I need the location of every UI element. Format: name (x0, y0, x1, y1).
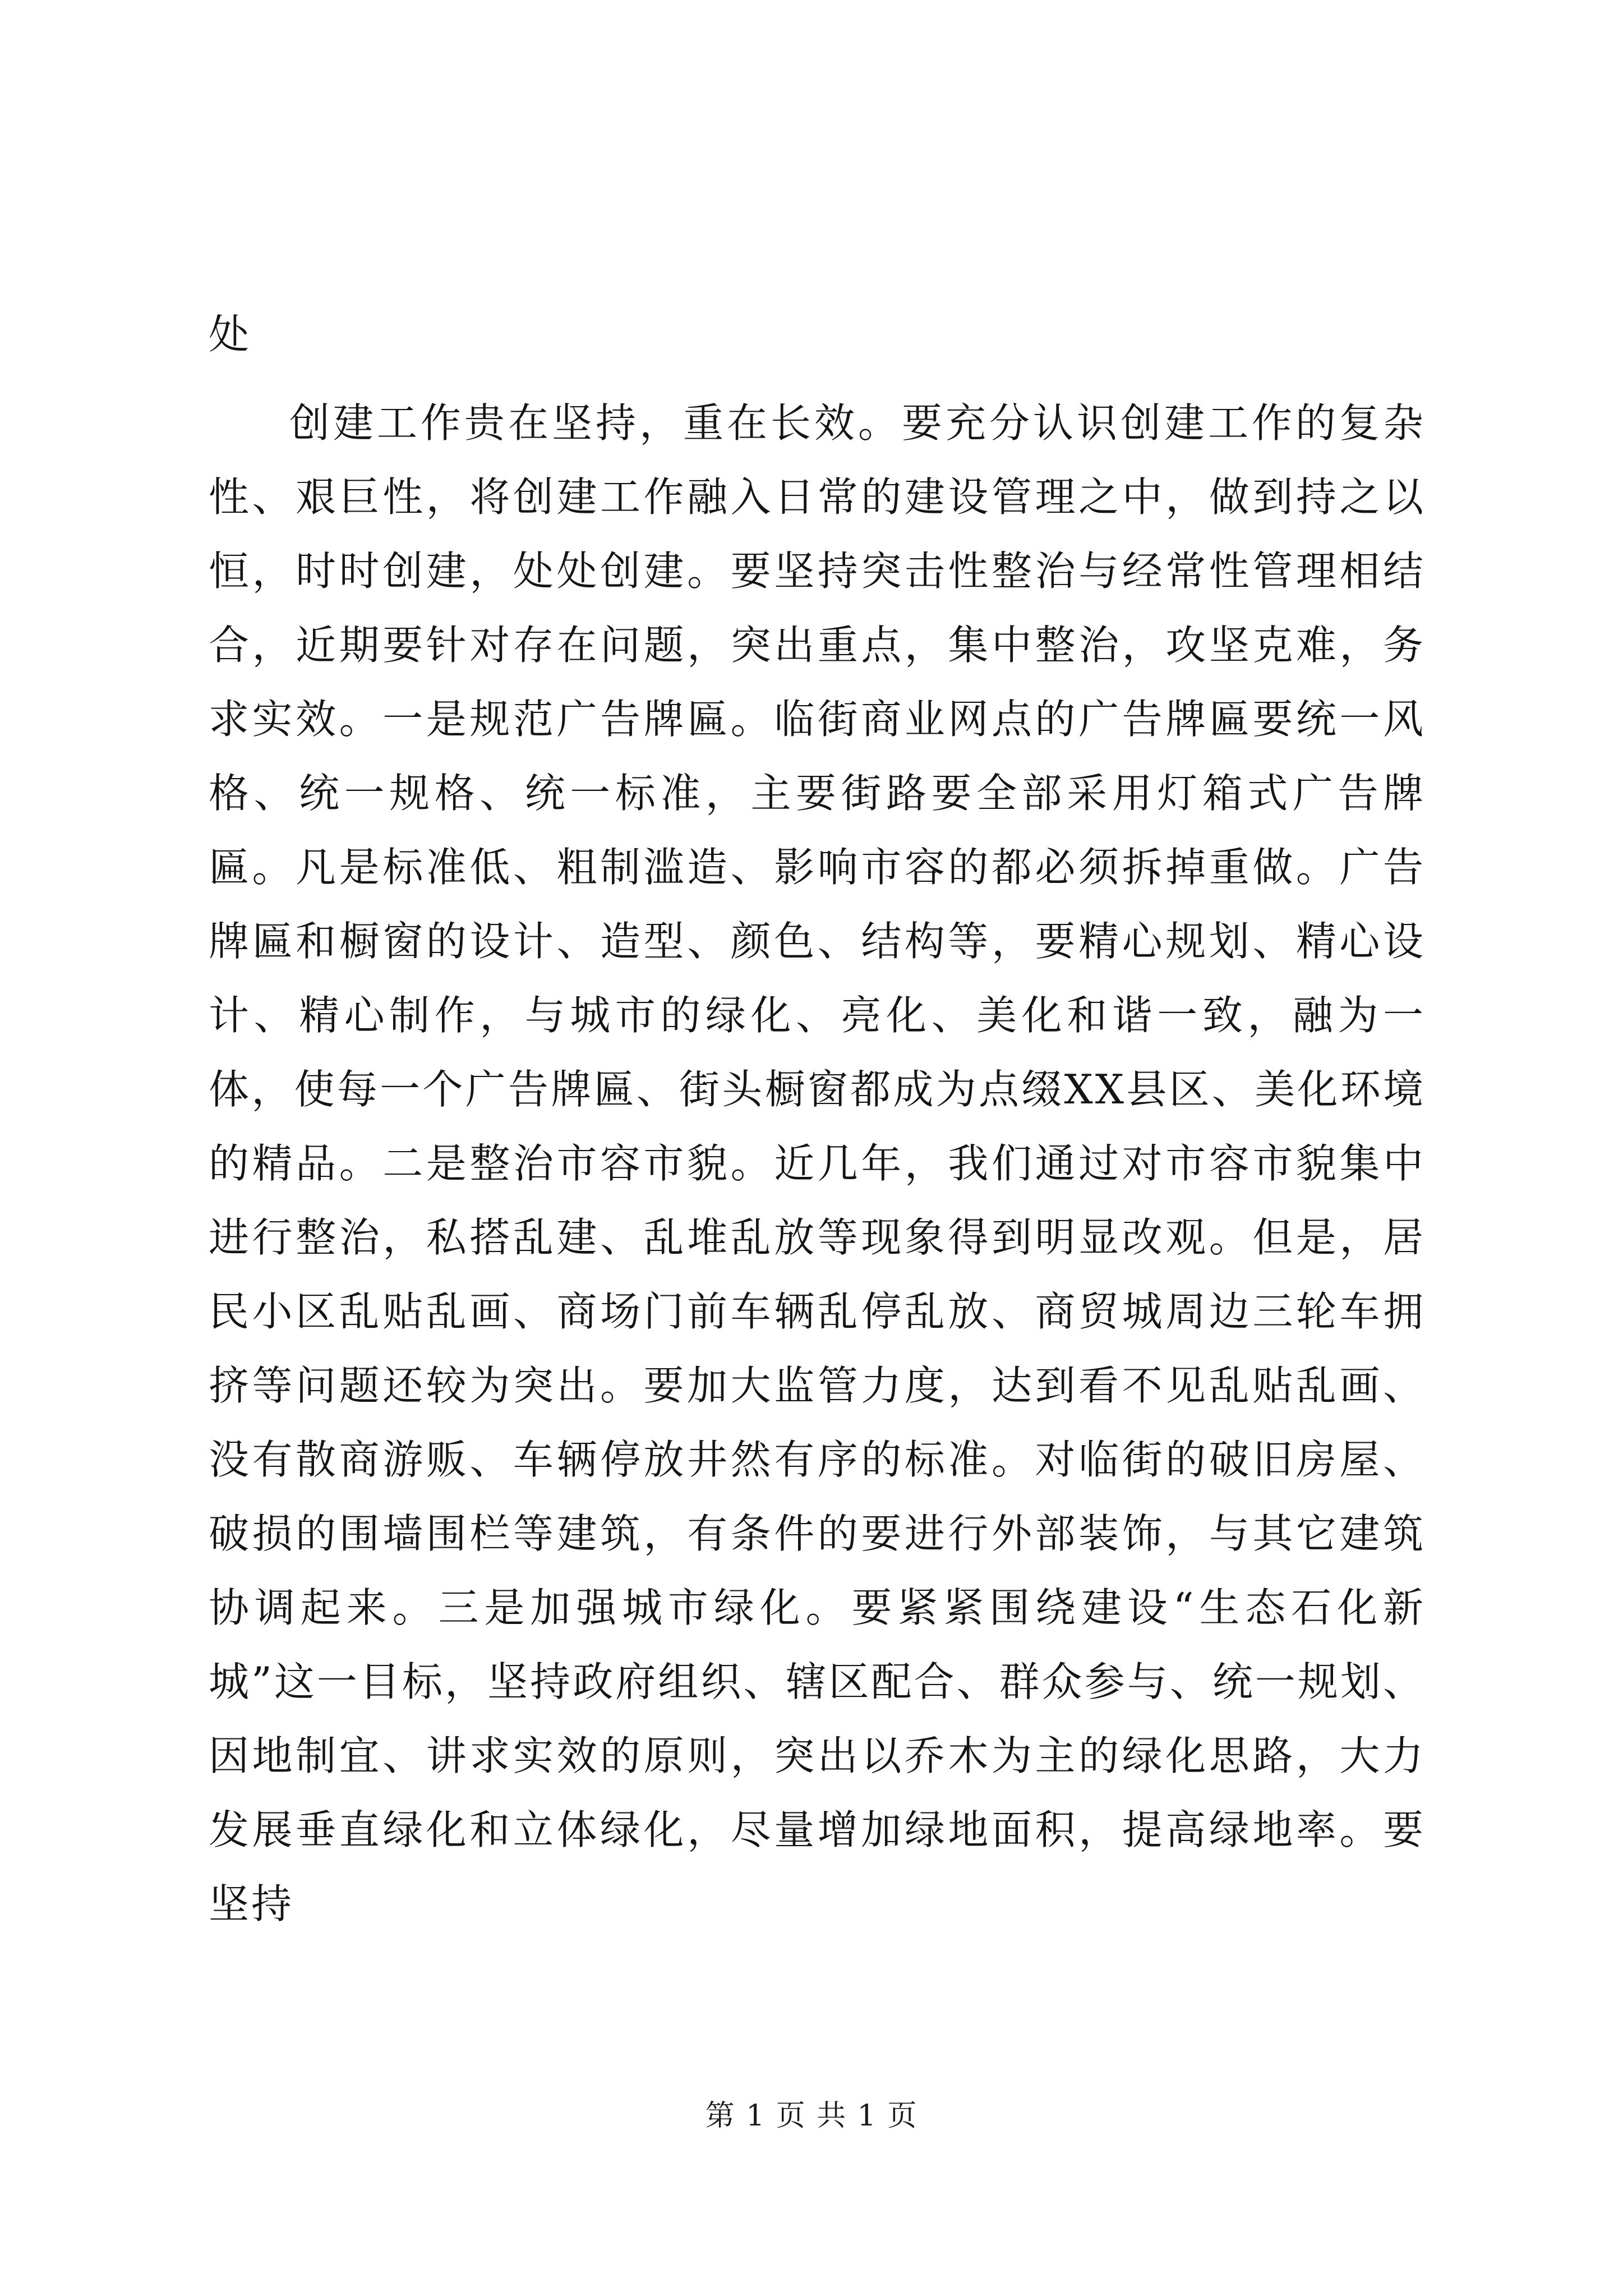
document-body (209, 297, 1426, 1941)
body-paragraph: 创建工作贵在坚持，重在长效。要充分认识创建工作的复杂性、艰巨性，将创建工作融入日常的建设管理之中，做到持之以恒，时时创建，处处创建。要坚持突击性整治与经常性管理相结合，近期要针对存在问题，突出重点，集中整治，攻坚克难，务求实效。一是规范广告牌匾。临街商业网点的广告牌匾要统一风格、统一规格、统一标准，主要街路要全部采用灯箱式广告牌匾。凡是标准低、粗制滥造、影响市容的都必须拆掉重做。广告牌匾和橱窗的设计、造型、颜色、结构等，要精心规划、精心设计、精心制作，与城市的绿化、亮化、美化和谐一致，融为一体，使每一个广告牌匾、街头橱窗都成为点缀XX县区、美化环境的精品。二是整治市容市貌。近几年，我们通过对市容市貌集中进行整治，私搭乱建、乱堆乱放等现象得到明显改观。但是，居民小区乱贴乱画、商场门前车辆乱停乱放、商贸城周边三轮车拥挤等问题还较为突出。要加大监管力度，达到看不见乱贴乱画、没有散商游贩、车辆停放井然有序的标准。对临街的破旧房屋、破损的围墙围栏等建筑，有条件的要进行外部装饰，与其它建筑协调起来。三是加强城市绿化。要紧紧围绕建设“生态石化新城”这一目标，坚持政府组织、辖区配合、群众参与、统一规划、因地制宜、讲求实效的原则，突出以乔木为主的绿化思路，大力发展垂直绿化和立体绿化，尽量增加绿地面积，提高绿地率。要坚持 (209, 399, 1426, 1927)
page-footer: 第 1 页 共 1 页 (705, 2099, 918, 2133)
continuation-text: 处 (209, 311, 252, 358)
